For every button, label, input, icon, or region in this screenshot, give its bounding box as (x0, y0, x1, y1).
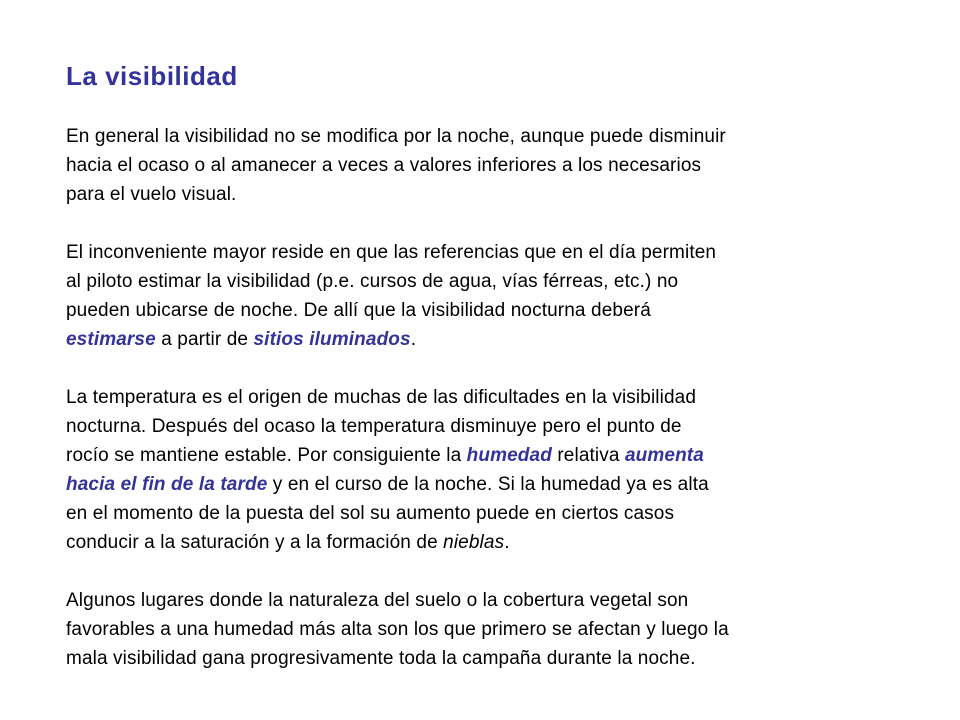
paragraph-4-line-1: Algunos lugares donde la naturaleza del suelo o la cobertura vegetal son (66, 590, 689, 611)
paragraph-1-line-2: hacia el ocaso o al amanecer a veces a valores inferiores a los necesarios (66, 155, 702, 176)
paragraph-3-line-6-text-2: . (504, 532, 510, 553)
paragraph-3 (66, 383, 902, 557)
italic-nieblas: nieblas (443, 532, 505, 553)
paragraph-1 (66, 122, 902, 209)
paragraph-3-line-5: en el momento de la puesta del sol su aumento puede en ciertos casos (66, 503, 675, 524)
paragraph-3-line-3 (66, 441, 902, 470)
paragraph-1-line-1: En general la visibilidad no se modifica por la noche, aunque puede disminuir (66, 126, 726, 147)
paragraph-3-line-6-text-1: conducir a la saturación y a la formación de (66, 532, 444, 553)
paragraph-2 (66, 238, 902, 354)
emphasis-hacia-el-fin-de-la-tarde: hacia el fin de la tarde (66, 474, 268, 495)
emphasis-estimarse: estimarse (66, 329, 156, 350)
emphasis-humedad: humedad (466, 445, 552, 466)
paragraph-4 (66, 586, 902, 673)
emphasis-sitios-iluminados: sitios iluminados (253, 329, 411, 350)
paragraph-2-line-4-text-1: a partir de (155, 329, 254, 350)
paragraph-3-line-3-text-1: rocío se mantiene estable. Por consiguiente la (66, 445, 467, 466)
paragraph-2-line-3: pueden ubicarse de noche. De allí que la visibilidad nocturna deberá (66, 300, 651, 321)
paragraph-2-line-2: al piloto estimar la visibilidad (p.e. cursos de agua, vías férreas, etc.) no (66, 271, 679, 292)
paragraph-3-line-1: La temperatura es el origen de muchas de las dificultades en la visibilidad (66, 387, 697, 408)
paragraph-1-line-3: para el vuelo visual. (66, 184, 237, 205)
paragraph-2-line-1: El inconveniente mayor reside en que las referencias que en el día permiten (66, 242, 717, 263)
slide-title: La visibilidad (66, 61, 238, 91)
paragraph-2-line-4-text-2: . (410, 329, 417, 350)
paragraph-4-line-3: mala visibilidad gana progresivamente toda la campaña durante la noche. (66, 648, 696, 669)
paragraph-4-line-2: favorables a una humedad más alta son los que primero se afectan y luego la (66, 619, 729, 640)
paragraph-3-line-3-text-2: relativa (551, 445, 625, 466)
paragraph-3-line-6 (66, 528, 902, 557)
paragraph-3-line-4-text: y en el curso de la noche. Si la humedad ya es alta (267, 474, 709, 495)
emphasis-aumenta: aumenta (624, 445, 704, 466)
paragraph-2-line-4 (66, 325, 902, 354)
paragraph-3-line-2: nocturna. Después del ocaso la temperatura disminuye pero el punto de (66, 416, 682, 437)
slide-body (66, 122, 902, 673)
paragraph-3-line-4 (66, 470, 902, 499)
